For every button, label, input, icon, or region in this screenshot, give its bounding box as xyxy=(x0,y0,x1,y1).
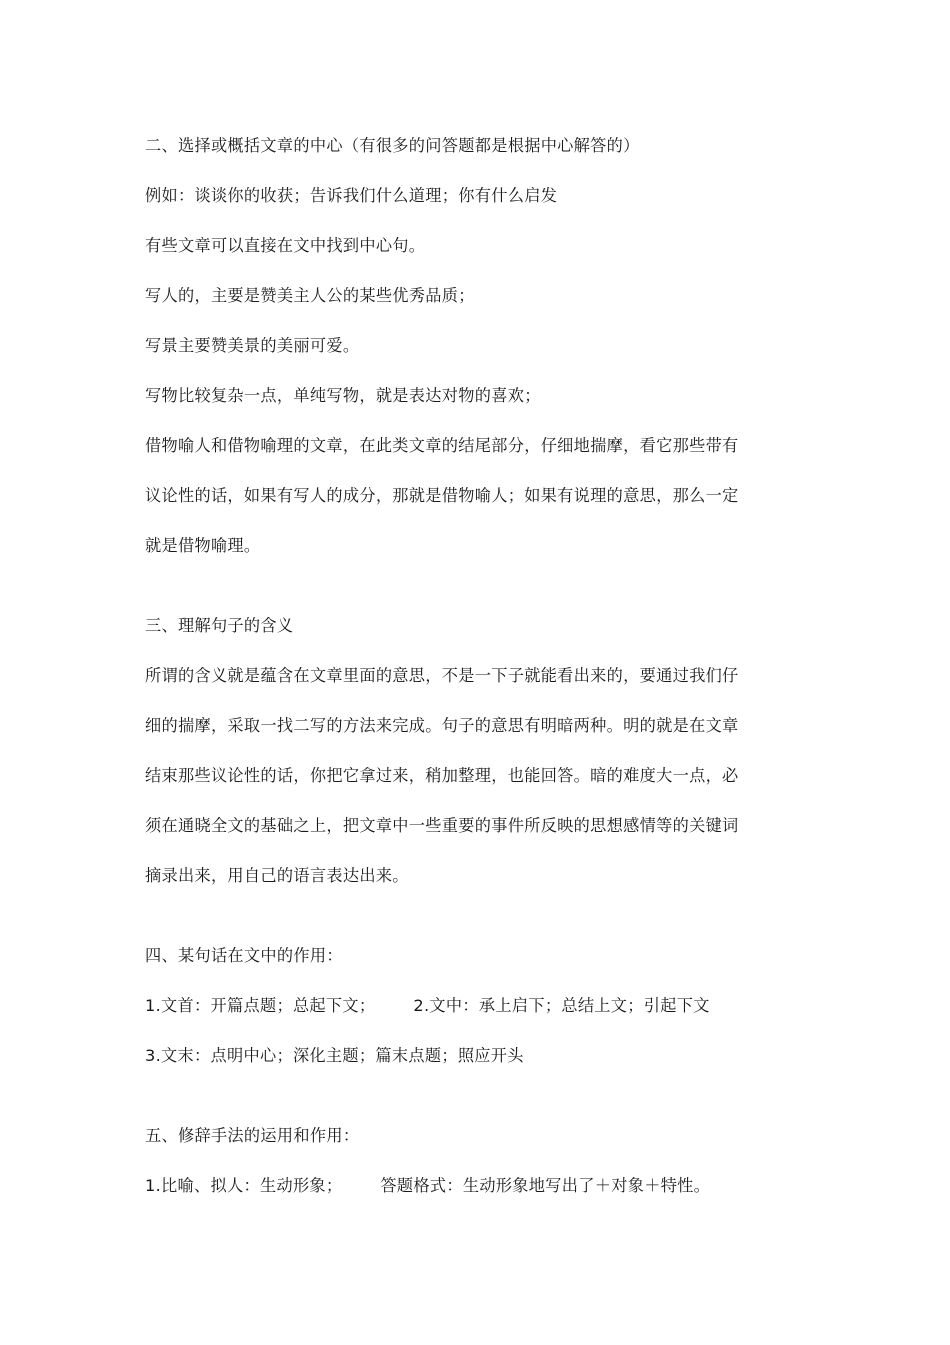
list-item-text: 1.文首：开篇点题；总起下文； xyxy=(145,996,376,1015)
list-item: 3.文末：点明中心；深化主题；篇末点题；照应开头 xyxy=(145,1046,524,1065)
section-heading-5: 五、修辞手法的运用和作用： xyxy=(145,1126,360,1145)
paragraph-line: 细的揣摩，采取一找二写的方法来完成。句子的意思有明暗两种。明的就是在文章 xyxy=(145,716,739,735)
paragraph-line: 例如：谈谈你的收获；告诉我们什么道理；你有什么启发 xyxy=(145,186,558,205)
list-item-text: 2.文中：承上启下；总结上文；引起下文 xyxy=(413,996,710,1015)
paragraph-line: 结束那些议论性的话，你把它拿过来，稍加整理，也能回答。暗的难度大一点，必 xyxy=(145,766,739,785)
paragraph-line: 须在通晓全文的基础之上，把文章中一些重要的事件所反映的思想感情等的关键词 xyxy=(145,816,739,835)
paragraph-line: 就是借物喻理。 xyxy=(145,536,261,555)
section-heading-3: 三、理解句子的含义 xyxy=(145,616,294,635)
paragraph-line: 有些文章可以直接在文中找到中心句。 xyxy=(145,236,426,255)
paragraph-line: 写物比较复杂一点，单纯写物，就是表达对物的喜欢； xyxy=(145,386,541,405)
paragraph-line: 所谓的含义就是蕴含在文章里面的意思，不是一下子就能看出来的，要通过我们仔 xyxy=(145,666,739,685)
section-heading-2: 二、选择或概括文章的中心（有很多的问答题都是根据中心解答的） xyxy=(145,136,640,155)
paragraph-line: 写人的，主要是赞美主人公的某些优秀品质； xyxy=(145,286,475,305)
list-item xyxy=(145,1176,710,1196)
list-item-text: 1.比喻、拟人：生动形象； xyxy=(145,1176,343,1195)
section-heading-4: 四、某句话在文中的作用： xyxy=(145,946,343,965)
paragraph-line: 摘录出来，用自己的语言表达出来。 xyxy=(145,866,409,885)
list-item-text: 答题格式：生动形象地写出了＋对象＋特性。 xyxy=(380,1176,711,1195)
paragraph-line: 写景主要赞美景的美丽可爱。 xyxy=(145,336,360,355)
list-item xyxy=(145,996,710,1016)
paragraph-line: 借物喻人和借物喻理的文章，在此类文章的结尾部分，仔细地揣摩，看它那些带有 xyxy=(145,436,739,455)
paragraph-line: 议论性的话，如果有写人的成分，那就是借物喻人；如果有说理的意思，那么一定 xyxy=(145,486,739,505)
